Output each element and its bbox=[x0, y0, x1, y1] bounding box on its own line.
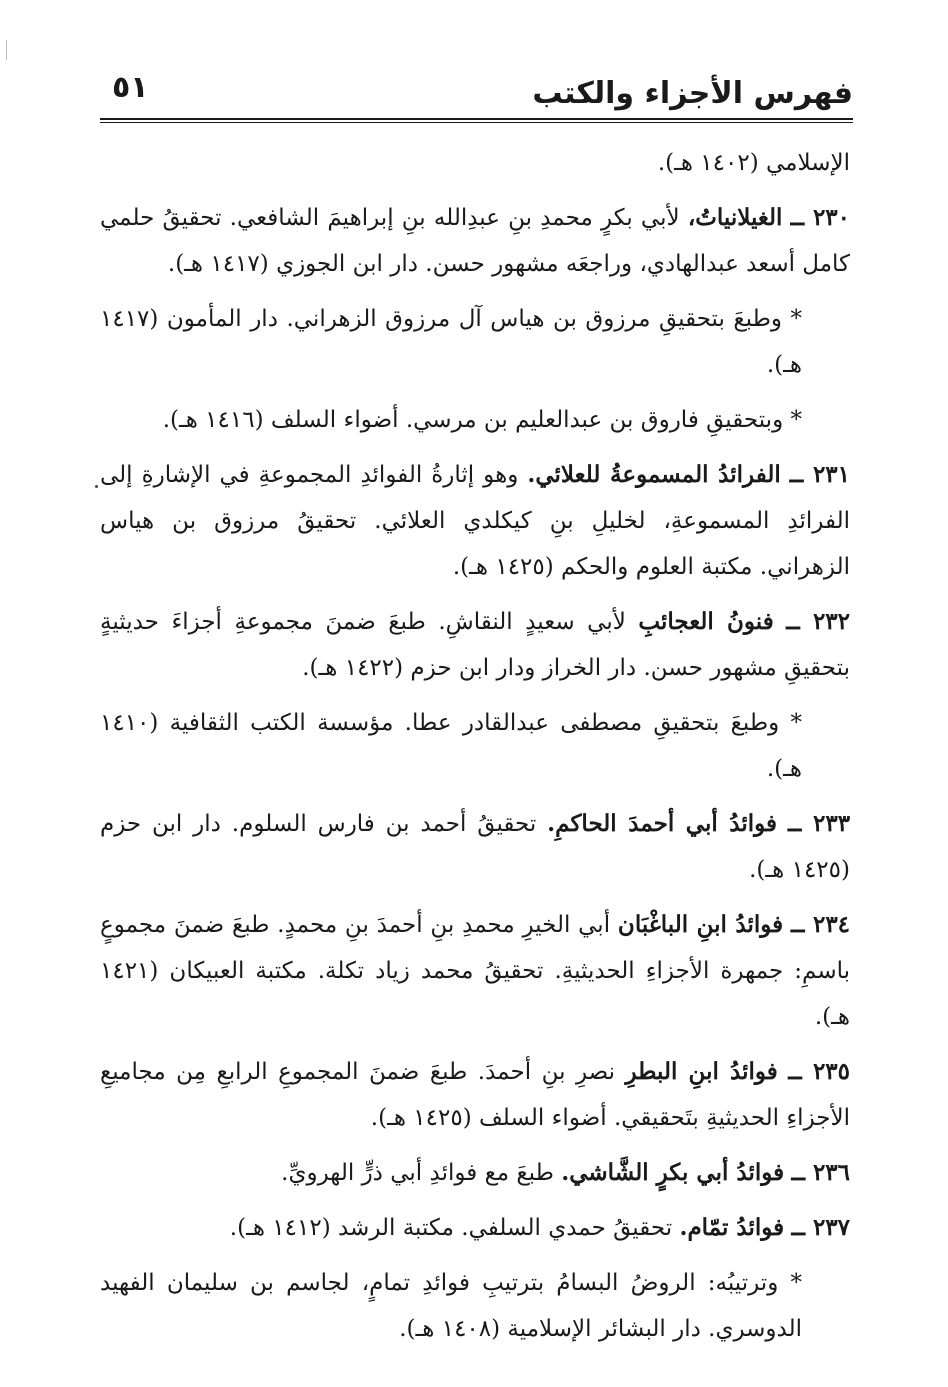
entry-title: فوائدُ أبي أحمدَ الحاكمِ. bbox=[547, 810, 778, 837]
entry-text: أبي الخيرِ محمدِ بنِ أحمدَ بنِ محمدٍ. طبعَ ضمنَ مجموعٍ باسمِ: جمهرة الأجزاءِ الحديثيةِ. تحقيقُ محمد زياد تكلة. مكتبة العبيكان (١٤٢١ هـ). bbox=[100, 912, 850, 1030]
entry-number: ٢٣٣ ــ bbox=[787, 810, 851, 837]
margin-dot bbox=[95, 485, 98, 488]
entry-text: الإسلامي (١٤٠٢ هـ). bbox=[657, 150, 850, 176]
entry-note bbox=[100, 140, 850, 186]
header-rule-thin bbox=[100, 122, 853, 123]
entry-number: ٢٣٦ ــ bbox=[791, 1159, 850, 1186]
index-entry bbox=[100, 452, 850, 590]
entry-number: ٢٣٧ ــ bbox=[791, 1214, 850, 1241]
index-entry bbox=[100, 1205, 850, 1251]
scan-edge-mark bbox=[6, 40, 7, 60]
index-entry bbox=[100, 599, 850, 691]
entry-text: لأبي سعيدٍ النقاشِ. طبعَ ضمنَ مجموعةِ أجزاءَ حديثيةٍ بتحقيقِ مشهور حسن. دار الخراز ودار ابن حزم (١٤٢٢ هـ). bbox=[100, 609, 850, 681]
entry-text: طبعَ مع فوائدِ أبي ذرٍّ الهرويِّ. bbox=[281, 1160, 554, 1186]
running-title: فهرس الأجزاء والكتب bbox=[532, 76, 853, 111]
index-entry bbox=[100, 902, 850, 1040]
entry-title: فوائدُ ابنِ الباغْبَان bbox=[617, 911, 784, 938]
entry-title: فوائدُ تمّام. bbox=[679, 1214, 785, 1241]
entry-title: فوائدُ ابنِ البطرِ bbox=[625, 1058, 778, 1085]
header-rule bbox=[100, 118, 853, 120]
entry-text: نصرِ بنِ أحمدَ. طبعَ ضمنَ المجموعِ الرابعِ مِن مجاميعِ الأجزاءِ الحديثيةِ بتَحقيقي. أضواء السلف (١٤٢٥ هـ). bbox=[100, 1059, 850, 1131]
index-entry bbox=[100, 1049, 850, 1141]
entry-number: ٢٣٤ ــ bbox=[790, 911, 851, 938]
entry-number: ٢٣٥ ــ bbox=[788, 1058, 851, 1085]
entry-note bbox=[100, 1260, 850, 1352]
entry-title: الغيلانياتُ، bbox=[687, 204, 783, 231]
entry-title: الفرائدُ المسموعةُ للعلائي. bbox=[527, 461, 781, 488]
entry-text: تحقيقُ حمدي السلفي. مكتبة الرشد (١٤١٢ هـ). bbox=[229, 1215, 673, 1241]
entry-text: * وطبعَ بتحقيقِ مصطفى عبدالقادر عطا. مؤسسة الكتب الثقافية (١٤١٠ هـ). bbox=[100, 710, 802, 782]
index-entries bbox=[100, 140, 850, 1361]
entry-text: * وطبعَ بتحقيقِ مرزوق بن هياس آل مرزوق الزهراني. دار المأمون (١٤١٧ هـ). bbox=[100, 306, 802, 378]
entry-number: ٢٣٢ ــ bbox=[786, 608, 851, 635]
index-entry bbox=[100, 801, 850, 893]
page-header bbox=[100, 62, 853, 122]
entry-text: وهو إثارةُ الفوائدِ المجموعةِ في الإشارةِ إلى الفرائدِ المسموعةِ، لخليلِ بنِ كيكلدي العلائي. تحقيقُ مرزوق بن هياس الزهراني. مكتبة العلوم والحكم (١٤٢٥ هـ). bbox=[100, 462, 850, 580]
entry-number: ٢٣٠ ــ bbox=[790, 204, 851, 231]
entry-note bbox=[100, 397, 850, 443]
entry-number: ٢٣١ ــ bbox=[789, 461, 851, 488]
entry-text: تحقيقُ أحمد بن فارس السلوم. دار ابن حزم (١٤٢٥ هـ). bbox=[100, 811, 850, 883]
index-entry bbox=[100, 195, 850, 287]
page-number: ٥١ bbox=[112, 70, 149, 105]
entry-note bbox=[100, 296, 850, 388]
entry-title: فوائدُ أبي بكرٍ الشَّاشي. bbox=[561, 1159, 785, 1186]
entry-text: * وبتحقيقِ فاروق بن عبدالعليم بن مرسي. أضواء السلف (١٤١٦ هـ). bbox=[162, 407, 802, 433]
entry-text: * وترتيبُه: الروضُ البسامُ بترتيبِ فوائدِ تمامٍ، لجاسم بن سليمان الفهيد الدوسري. دار البشائر الإسلامية (١٤٠٨ هـ). bbox=[100, 1270, 802, 1342]
entry-note bbox=[100, 700, 850, 792]
entry-title: فنونُ العجائبِ bbox=[638, 608, 774, 635]
index-entry bbox=[100, 1150, 850, 1196]
entry-text: لأبي بكرٍ محمدِ بنِ عبدِالله بنِ إبراهيمَ الشافعي. تحقيقُ حلمي كامل أسعد عبدالهادي، وراجعَه مشهور حسن. دار ابن الجوزي (١٤١٧ هـ). bbox=[100, 205, 850, 277]
